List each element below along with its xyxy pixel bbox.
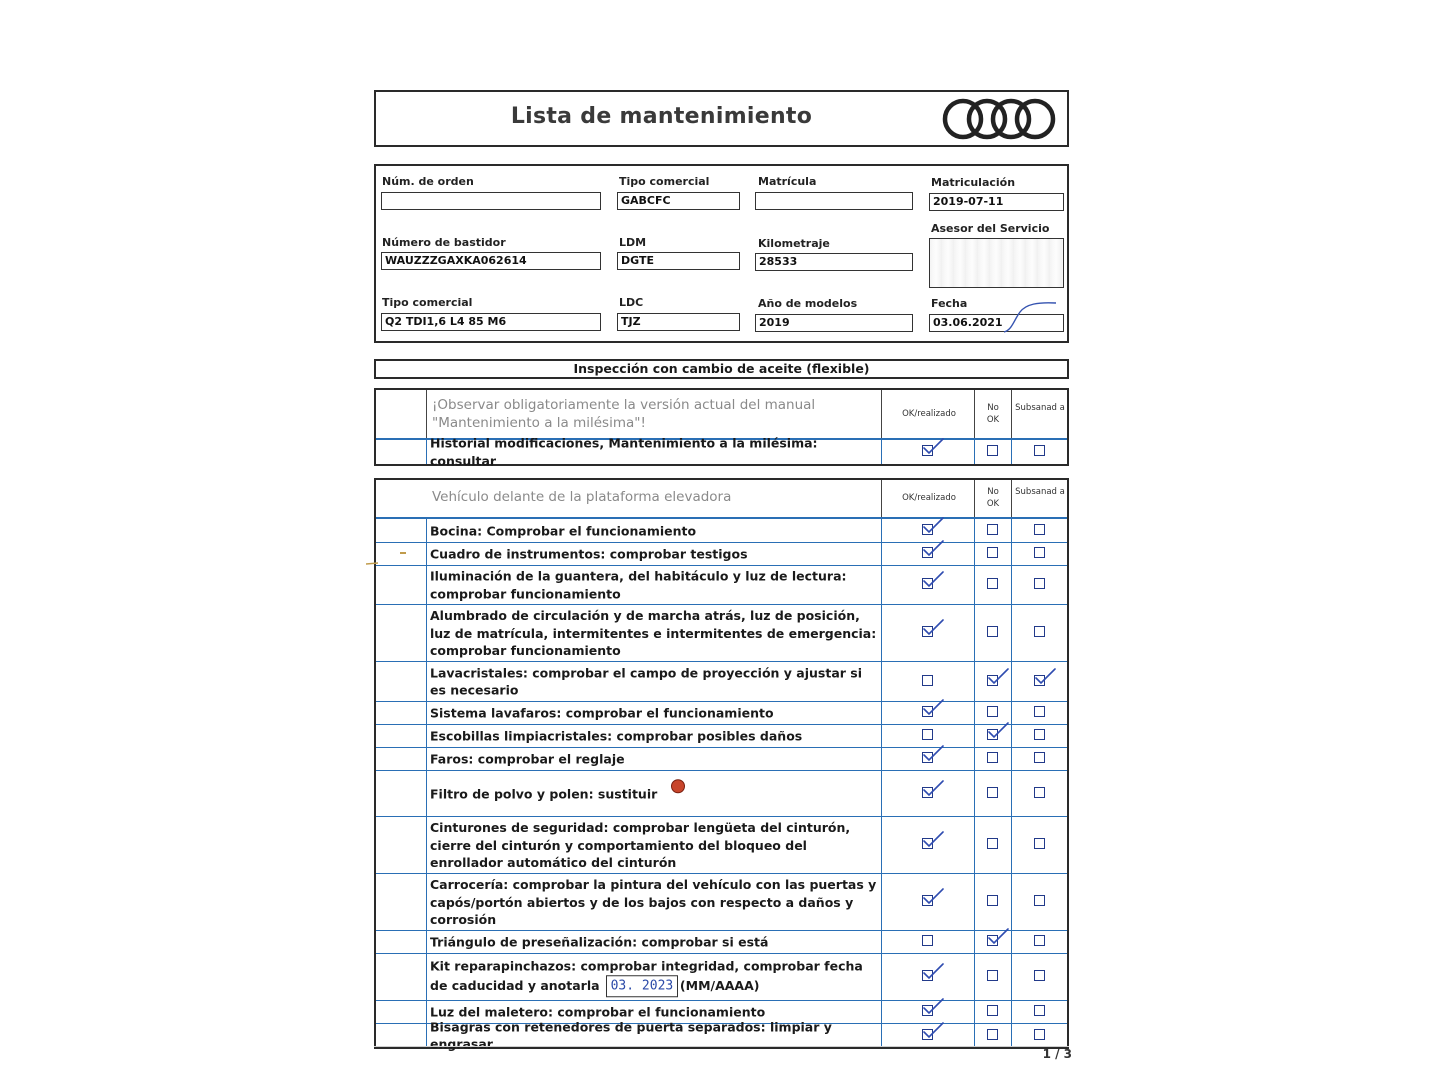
page-number: 1 / 3 (1042, 1047, 1072, 1061)
date-field[interactable]: 03.06.2021 (929, 314, 1064, 332)
registration-field[interactable]: 2019-07-11 (929, 193, 1064, 211)
checkbox-ok[interactable] (922, 895, 933, 906)
row-label (430, 1018, 877, 1053)
table-row (376, 816, 1067, 873)
plate-label: Matrícula (758, 175, 817, 188)
row-text: Historial modificaciones, Mantenimiento a la milésima: consultar (430, 435, 818, 468)
advisor-field[interactable] (929, 238, 1064, 288)
checkbox-nok[interactable] (987, 445, 998, 456)
registration-label: Matriculación (931, 176, 1016, 189)
document-title: Lista de mantenimiento (510, 104, 813, 129)
col-nok-header: No OK (986, 403, 1000, 425)
row-label (430, 522, 877, 540)
row-label (430, 727, 877, 745)
checkbox-fixed[interactable] (1034, 970, 1045, 981)
col-ok-header: OK/realizado (902, 493, 956, 503)
checkbox-ok[interactable] (922, 547, 933, 558)
document-header (374, 90, 1069, 147)
row-label (430, 933, 877, 951)
checkbox-nok[interactable] (987, 787, 998, 798)
vin-label: Número de bastidor (382, 236, 506, 249)
row-text: Bisagras con retenedores de puerta separados: limpiar y engrasar (430, 1019, 832, 1052)
section-title: Inspección con cambio de aceite (flexible) (374, 359, 1069, 379)
checkbox-ok[interactable] (922, 1029, 933, 1040)
checkbox-fixed[interactable] (1034, 895, 1045, 906)
checkbox-ok[interactable] (922, 935, 933, 946)
checkbox-nok[interactable] (987, 1029, 998, 1040)
row-label (430, 876, 877, 929)
row-label (430, 957, 877, 997)
advisor-label: Asesor del Servicio (931, 222, 1050, 235)
type-field-1[interactable]: GABCFC (617, 192, 740, 210)
type-field-2[interactable]: Q2 TDI1,6 L4 85 M6 (381, 313, 601, 331)
type-label-1: Tipo comercial (619, 175, 710, 188)
type-label-2: Tipo comercial (382, 296, 473, 309)
checkbox-fixed[interactable] (1034, 626, 1045, 637)
plate-field[interactable] (755, 192, 913, 210)
table-row (376, 565, 1067, 604)
row-text: Cinturones de seguridad: comprobar lengüeta del cinturón, cierre del cinturón y comportamiento del bloqueo del enrollador automático del cinturón (430, 819, 851, 870)
checkbox-fixed[interactable] (1034, 524, 1045, 535)
row-text: Luz del maletero: comprobar el funcionamiento (430, 1004, 766, 1020)
row-label (430, 664, 877, 699)
row-label (430, 435, 877, 470)
checkbox-ok[interactable] (922, 729, 933, 740)
checkbox-ok[interactable] (922, 1005, 933, 1016)
row-text: Filtro de polvo y polen: sustituir (430, 785, 658, 801)
row-label (430, 819, 877, 872)
ldc-label: LDC (619, 296, 644, 309)
row-text: Alumbrado de circulación y de marcha atrás, luz de posición, luz de matrícula, intermitentes e intermitentes de emergencia: comprobar funcionamiento (430, 607, 877, 658)
table-row (376, 542, 1067, 565)
checkbox-nok[interactable] (987, 752, 998, 763)
col-ok-header: OK/realizado (902, 409, 956, 419)
row-label (430, 545, 877, 563)
checkbox-nok[interactable] (987, 578, 998, 589)
checkbox-nok[interactable] (987, 524, 998, 535)
table-row (376, 930, 1067, 953)
row-text: Bocina: Comprobar el funcionamiento (430, 522, 697, 538)
table-body (376, 435, 1067, 468)
checkbox-fixed[interactable] (1034, 729, 1045, 740)
checkbox-ok[interactable] (922, 970, 933, 981)
checkbox-nok[interactable] (987, 547, 998, 558)
manual-notice-heading: ¡Observar obligatoriamente la versión actual del manual "Mantenimiento a la milésima"! (432, 397, 816, 431)
checkbox-fixed[interactable] (1034, 935, 1045, 946)
row-text: Cuadro de instrumentos: comprobar testigos (430, 546, 748, 562)
checkbox-ok[interactable] (922, 787, 933, 798)
checkbox-ok[interactable] (922, 706, 933, 717)
vehicle-checklist-table (374, 478, 1069, 1052)
table-row (376, 724, 1067, 747)
checkbox-fixed[interactable] (1034, 1029, 1045, 1040)
table-header (376, 390, 1067, 440)
checkbox-ok[interactable] (922, 626, 933, 637)
table-row (376, 953, 1067, 1000)
date-format-hint: (MM/AAAA) (679, 977, 760, 993)
checkbox-ok[interactable] (922, 578, 933, 589)
row-text: Sistema lavafaros: comprobar el funcionamiento (430, 705, 774, 721)
checkbox-fixed[interactable] (1034, 445, 1045, 456)
row-label (430, 704, 877, 722)
row-text: Faros: comprobar el reglaje (430, 751, 625, 767)
vin-field[interactable]: WAUZZZGAXKA062614 (381, 252, 601, 270)
checkbox-fixed[interactable] (1034, 675, 1045, 686)
table-row (376, 747, 1067, 770)
checkbox-nok[interactable] (987, 626, 998, 637)
expiry-date-field[interactable]: 03. 2023 (606, 975, 678, 997)
table-row (376, 435, 1067, 468)
checkbox-ok[interactable] (922, 675, 933, 686)
table-header (376, 480, 1067, 519)
checkbox-nok[interactable] (987, 935, 998, 946)
checkbox-fixed[interactable] (1034, 547, 1045, 558)
order-label: Núm. de orden (382, 175, 474, 188)
row-label (430, 568, 877, 603)
model-year-label: Año de modelos (758, 297, 858, 310)
checkbox-nok[interactable] (987, 970, 998, 981)
margin-dash (400, 552, 406, 554)
checkbox-fixed[interactable] (1034, 706, 1045, 717)
checkbox-nok[interactable] (987, 729, 998, 740)
vehicle-info-panel (374, 164, 1069, 343)
margin-mark-icon (366, 551, 378, 556)
checkbox-nok[interactable] (987, 675, 998, 686)
checkbox-fixed[interactable] (1034, 578, 1045, 589)
checkbox-nok[interactable] (987, 895, 998, 906)
signature-icon (1002, 300, 1058, 334)
table-row (376, 701, 1067, 724)
footer-divider (374, 1046, 1069, 1047)
row-text: Escobillas limpiacristales: comprobar posibles daños (430, 728, 803, 744)
row-text: Triángulo de preseñalización: comprobar si está (430, 934, 769, 950)
manual-notice-table (374, 388, 1069, 466)
checkbox-ok[interactable] (922, 838, 933, 849)
ldc-field[interactable]: TJZ (617, 313, 740, 331)
col-fixed-header: Subsanad a (1015, 487, 1065, 497)
table-row (376, 604, 1067, 661)
order-field[interactable] (381, 192, 601, 210)
model-year-field[interactable]: 2019 (755, 314, 913, 332)
checkbox-fixed[interactable] (1034, 787, 1045, 798)
row-text: Lavacristales: comprobar el campo de proyección y ajustar si es necesario (430, 665, 862, 698)
table-body (376, 519, 1067, 1052)
table-row (376, 661, 1067, 701)
row-text: Iluminación de la guantera, del habitáculo y luz de lectura: comprobar funcionamiento (430, 568, 847, 601)
red-marker-icon (671, 779, 685, 793)
km-field[interactable]: 28533 (755, 253, 913, 271)
checklist-heading: Vehículo delante de la plataforma elevadora (432, 489, 732, 505)
km-label: Kilometraje (758, 237, 830, 250)
ldm-label: LDM (619, 236, 647, 249)
row-text: Carrocería: comprobar la pintura del vehículo con las puertas y capós/portón abiertos y de los bajos con respecto a daños y corrosión (430, 876, 877, 927)
table-row (376, 770, 1067, 816)
row-label (430, 607, 877, 660)
col-nok-header: No OK (986, 487, 1000, 509)
checkbox-ok[interactable] (922, 524, 933, 535)
checkbox-nok[interactable] (987, 838, 998, 849)
audi-rings-logo (941, 97, 1057, 141)
row-label (430, 750, 877, 768)
checkbox-fixed[interactable] (1034, 752, 1045, 763)
checkbox-ok[interactable] (922, 752, 933, 763)
table-row (376, 1019, 1067, 1052)
ldm-field[interactable]: DGTE (617, 252, 740, 270)
checkbox-ok[interactable] (922, 445, 933, 456)
col-fixed-header: Subsanad a (1015, 403, 1065, 413)
table-row (376, 519, 1067, 542)
checkbox-nok[interactable] (987, 706, 998, 717)
table-row (376, 873, 1067, 930)
checkbox-fixed[interactable] (1034, 1005, 1045, 1016)
row-text: Kit reparapinchazos: comprobar integridad, comprobar fecha de caducidad y anotarla (430, 958, 863, 993)
checkbox-fixed[interactable] (1034, 838, 1045, 849)
date-label: Fecha (931, 297, 968, 310)
checkbox-nok[interactable] (987, 1005, 998, 1016)
row-label (430, 785, 877, 803)
